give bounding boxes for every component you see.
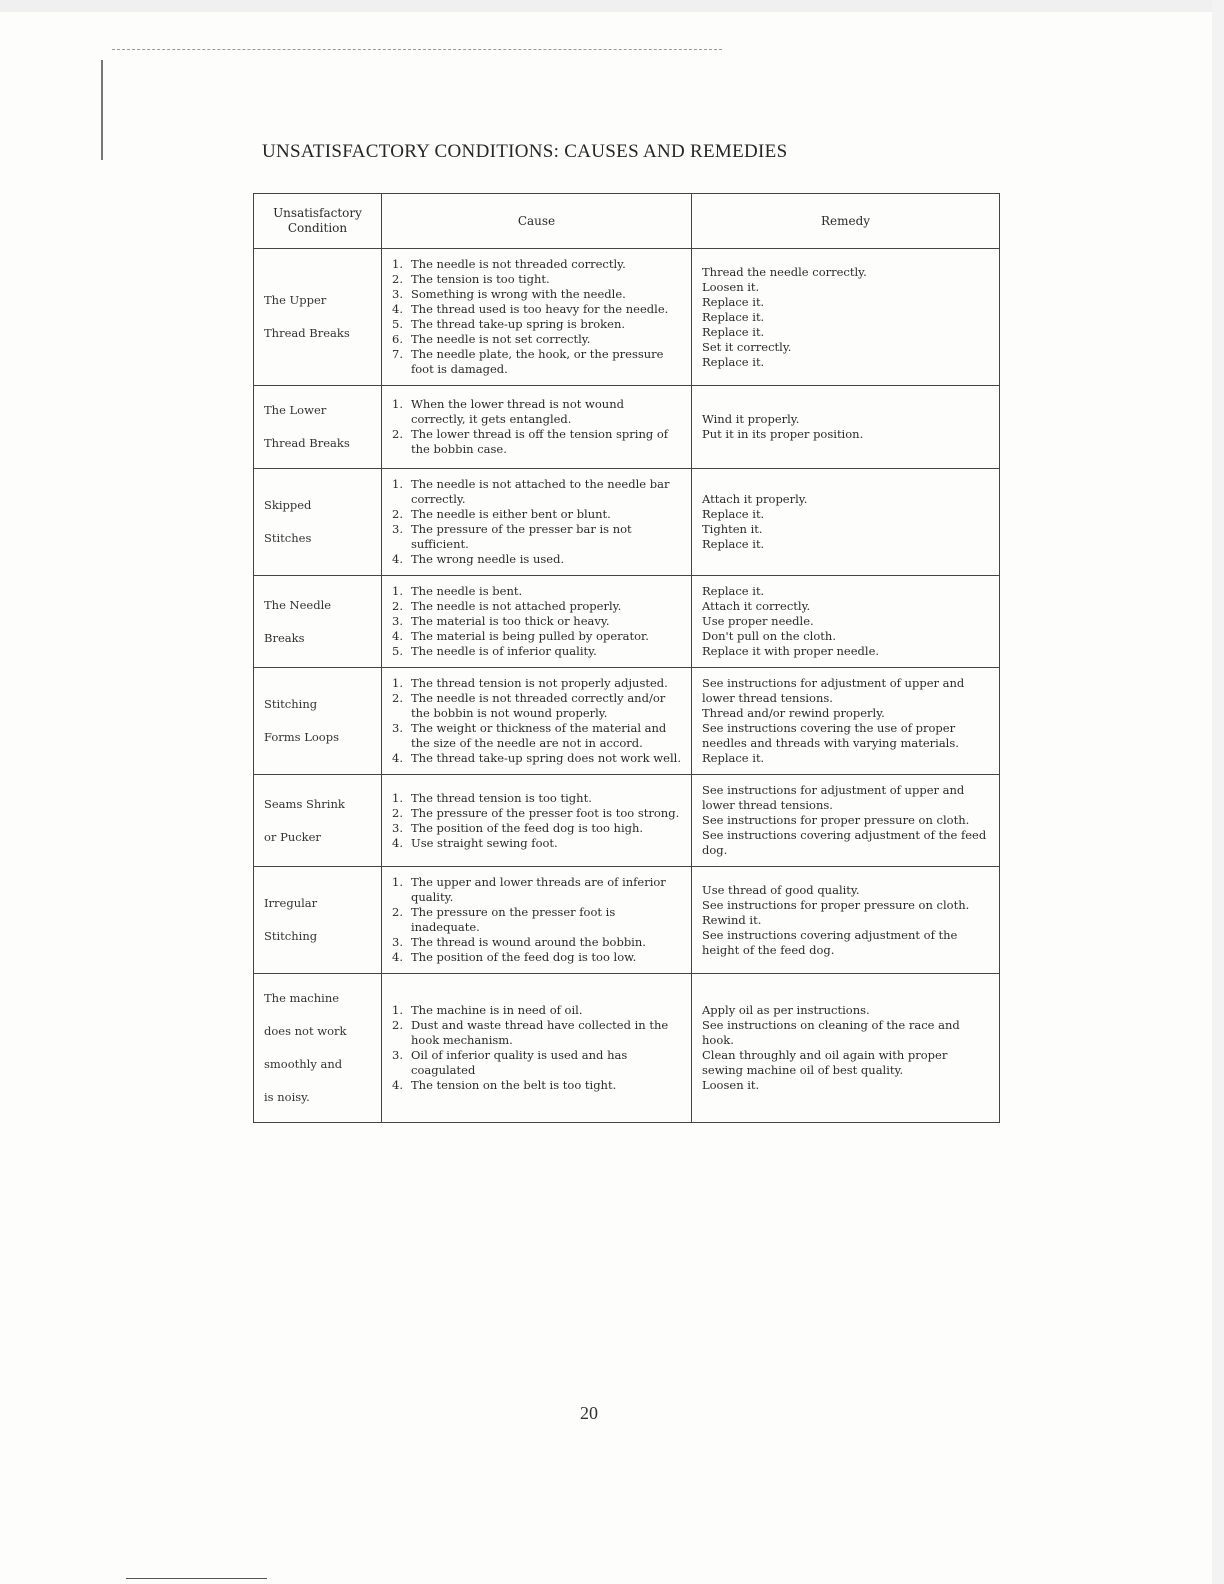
cause-cell: [382, 469, 692, 576]
condition-cell: [254, 668, 382, 775]
cause-text: The machine is in need of oil.: [411, 1003, 583, 1017]
remedy-item: Rewind it.: [702, 912, 762, 927]
cause-cell: [382, 668, 692, 775]
cause-text: The needle plate, the hook, or the pressure foot is damaged.: [411, 347, 664, 376]
cause-cell: [382, 775, 692, 867]
cause-text: When the lower thread is not wound correctly, it gets entangled.: [411, 397, 624, 426]
cause-text: The thread tension is not properly adjusted.: [411, 676, 668, 690]
condition-line: smoothly and: [264, 1057, 343, 1071]
remedy-cell: [692, 576, 1000, 668]
cause-text: The thread take-up spring is broken.: [411, 317, 626, 331]
cause-item: 1. When the lower thread is not wound correctly, it gets entangled.: [392, 397, 624, 426]
cause-text: The wrong needle is used.: [411, 552, 565, 566]
cause-text: The thread is wound around the bobbin.: [411, 935, 646, 949]
cause-text: The needle is bent.: [411, 584, 523, 598]
table-row: [254, 974, 1000, 1123]
remedy-item: Loosen it.: [702, 1078, 760, 1092]
condition-line: The Needle: [264, 597, 332, 612]
condition-cell: [254, 974, 382, 1123]
cause-text: The thread used is too heavy for the needle.: [411, 302, 669, 316]
condition-line: Stitching: [264, 697, 318, 711]
remedy-item: Don't pull on the cloth.: [702, 629, 836, 643]
condition-line: Breaks: [264, 630, 305, 645]
cause-text: The thread take-up spring does not work well.: [411, 751, 681, 765]
cause-list: [392, 477, 681, 567]
cause-text: The thread tension is too tight.: [411, 790, 592, 805]
cause-text: The needle is not set correctly.: [411, 332, 591, 346]
condition-line: Seams Shrink: [264, 796, 345, 811]
remedy-item: Replace it.: [702, 507, 765, 521]
condition-line: The Upper: [264, 293, 327, 307]
remedy-cell: [692, 386, 1000, 469]
remedy-item: See instructions on cleaning of the race and hook.: [702, 1018, 960, 1047]
condition-line: Forms Loops: [264, 730, 339, 744]
table-row: [254, 576, 1000, 668]
remedy-item: Put it in its proper position.: [702, 427, 864, 441]
condition-line: is noisy.: [264, 1090, 310, 1104]
table-row: [254, 386, 1000, 469]
cause-text: Dust and waste thread have collected in the hook mechanism.: [411, 1018, 669, 1047]
remedy-item: Apply oil as per instructions.: [702, 1003, 870, 1017]
remedy-item: Replace it.: [702, 324, 765, 339]
cause-item: 1. The thread tension is too tight.: [392, 790, 592, 805]
condition-cell: [254, 775, 382, 867]
cause-text: The needle is of inferior quality.: [411, 644, 597, 658]
condition-line: or Pucker: [264, 829, 321, 844]
page-number: 20: [580, 1403, 598, 1423]
remedy-item: Clean throughly and oil again with proper sewing machine oil of best quality.: [702, 1048, 948, 1077]
remedy-item: Replace it.: [702, 294, 765, 309]
remedy-item: Set it correctly.: [702, 339, 792, 354]
remedy-item: Replace it.: [702, 354, 765, 369]
cause-item: 4. The wrong needle is used.: [392, 552, 565, 566]
remedy-item: See instructions for adjustment of upper and lower thread tensions.: [702, 783, 965, 812]
remedy-item: Attach it correctly.: [702, 599, 811, 613]
remedy-item: Replace it.: [702, 537, 765, 551]
remedy-item: Replace it with proper needle.: [702, 644, 880, 658]
cause-list: [392, 397, 681, 457]
cause-cell: [382, 249, 692, 386]
cause-text: The needle is either bent or blunt.: [411, 507, 611, 521]
cause-item: 1. The upper and lower threads are of inferior quality.: [392, 875, 666, 904]
cause-text: The tension on the belt is too tight.: [411, 1078, 617, 1092]
cause-text: The pressure of the presser foot is too strong.: [411, 805, 680, 820]
condition-line: Stitches: [264, 531, 312, 545]
table-row: [254, 775, 1000, 867]
cause-text: The position of the feed dog is too low.: [411, 950, 637, 964]
cause-text: The pressure on the presser foot is inadequate.: [411, 905, 616, 934]
header-condition: Unsatisfactory Condition: [254, 194, 382, 249]
page-title: UNSATISFACTORY CONDITIONS: CAUSES AND REMEDIES: [262, 141, 788, 162]
cause-text: Something is wrong with the needle.: [411, 287, 626, 301]
cause-item: 4. The tension on the belt is too tight.: [392, 1078, 617, 1092]
cause-item: 5. The thread take-up spring is broken.: [392, 317, 626, 331]
remedy-item: Thread and/or rewind properly.: [702, 706, 885, 720]
cause-text: The tension is too tight.: [411, 272, 550, 286]
cause-item: 2. Dust and waste thread have collected in the hook mechanism.: [392, 1018, 669, 1047]
remedy-cell: [692, 469, 1000, 576]
remedy-item: Replace it.: [702, 751, 765, 765]
condition-line: Irregular: [264, 896, 318, 910]
cause-item: 6. The needle is not set correctly.: [392, 332, 591, 346]
header-remedy: Remedy: [692, 194, 1000, 249]
cause-list: [392, 257, 681, 377]
cause-list: [392, 875, 681, 965]
cause-item: 2. The needle is not attached properly.: [392, 599, 622, 613]
condition-line: Stitching: [264, 929, 318, 943]
cause-text: Use straight sewing foot.: [411, 835, 558, 850]
cause-item: 2. The tension is too tight.: [392, 272, 550, 286]
header-cause: Cause: [382, 194, 692, 249]
remedy-cell: [692, 775, 1000, 867]
cause-item: 3. The material is too thick or heavy.: [392, 614, 610, 628]
cause-item: 2. The pressure on the presser foot is inadequate.: [392, 905, 616, 934]
remedy-item: Tighten it.: [702, 522, 763, 536]
remedy-cell: [692, 668, 1000, 775]
cause-item: 1. The needle is not attached to the needle bar correctly.: [392, 477, 670, 506]
condition-line: Skipped: [264, 498, 312, 512]
cause-text: The position of the feed dog is too high.: [411, 820, 644, 835]
cause-text: The pressure of the presser bar is not sufficient.: [411, 522, 632, 551]
bottom-scan-rule: [126, 1578, 267, 1579]
remedy-cell: [692, 974, 1000, 1123]
cause-item: 7. The needle plate, the hook, or the pressure foot is damaged.: [392, 347, 664, 376]
remedy-item: Use proper needle.: [702, 614, 814, 628]
cause-item: 2. The pressure of the presser foot is too strong.: [392, 805, 680, 820]
remedy-item: Loosen it.: [702, 279, 760, 294]
cause-text: Oil of inferior quality is used and has coagulated: [411, 1048, 628, 1077]
remedy-item: Thread the needle correctly.: [702, 264, 867, 279]
cause-item: 1. The thread tension is not properly adjusted.: [392, 676, 668, 690]
condition-line: The Lower: [264, 403, 327, 417]
cause-list: [392, 676, 681, 766]
condition-line: The machine: [264, 991, 340, 1005]
cause-text: The weight or thickness of the material and the size of the needle are not in accord.: [411, 721, 667, 750]
remedy-item: See instructions covering adjustment of the height of the feed dog.: [702, 927, 958, 957]
remedy-cell: [692, 249, 1000, 386]
table-body: [254, 249, 1000, 1123]
cause-cell: [382, 386, 692, 469]
condition-cell: [254, 867, 382, 974]
scan-edge-right: [1212, 0, 1224, 1584]
cause-cell: [382, 974, 692, 1123]
table-header-row: [254, 194, 1000, 249]
cause-item: 4. The thread used is too heavy for the needle.: [392, 302, 669, 316]
cause-item: 3. The thread is wound around the bobbin.: [392, 935, 646, 949]
cause-cell: [382, 576, 692, 668]
cause-item: 2. The needle is either bent or blunt.: [392, 507, 611, 521]
top-scan-rule: [112, 49, 722, 50]
cause-item: 5. The needle is of inferior quality.: [392, 644, 597, 658]
remedy-item: See instructions for proper pressure on cloth.: [702, 897, 970, 912]
cause-text: The needle is not threaded correctly.: [411, 257, 626, 271]
cause-item: 3. Something is wrong with the needle.: [392, 287, 626, 301]
table-row: [254, 469, 1000, 576]
cause-text: The upper and lower threads are of inferior quality.: [411, 875, 666, 904]
remedy-item: Wind it properly.: [702, 412, 800, 426]
cause-item: 4. Use straight sewing foot.: [392, 835, 558, 850]
remedy-item: See instructions for adjustment of upper and lower thread tensions.: [702, 676, 965, 705]
condition-cell: [254, 576, 382, 668]
cause-text: The needle is not attached to the needle bar correctly.: [411, 477, 670, 506]
cause-list: [392, 791, 681, 851]
remedy-item: See instructions covering the use of proper needles and threads with varying materials.: [702, 721, 959, 750]
condition-cell: [254, 469, 382, 576]
condition-cell: [254, 386, 382, 469]
cause-text: The material is being pulled by operator.: [411, 629, 649, 643]
cause-item: 3. The position of the feed dog is too high.: [392, 820, 644, 835]
table-row: [254, 867, 1000, 974]
left-scan-rule: [101, 60, 103, 160]
condition-line: does not work: [264, 1024, 347, 1038]
remedy-cell: [692, 867, 1000, 974]
scan-edge-top: [0, 0, 1224, 12]
cause-item: 1. The needle is bent.: [392, 584, 523, 598]
cause-text: The needle is not attached properly.: [411, 599, 622, 613]
cause-list: [392, 584, 681, 659]
table-row: [254, 249, 1000, 386]
remedy-item: Use thread of good quality.: [702, 882, 860, 897]
condition-cell: [254, 249, 382, 386]
remedy-item: Attach it properly.: [702, 492, 808, 506]
cause-item: 3. Oil of inferior quality is used and has coagulated: [392, 1048, 628, 1077]
cause-item: 4. The material is being pulled by operator.: [392, 629, 649, 643]
remedy-item: Replace it.: [702, 584, 765, 598]
cause-item: 3. The pressure of the presser bar is not sufficient.: [392, 522, 632, 551]
table-row: [254, 668, 1000, 775]
cause-cell: [382, 867, 692, 974]
cause-text: The material is too thick or heavy.: [411, 614, 610, 628]
cause-item: 1. The needle is not threaded correctly.: [392, 257, 626, 271]
cause-text: The lower thread is off the tension spring of the bobbin case.: [411, 427, 669, 456]
condition-line: Thread Breaks: [264, 326, 350, 340]
remedy-item: Replace it.: [702, 309, 765, 324]
cause-item: 1. The machine is in need of oil.: [392, 1003, 583, 1017]
cause-item: 2. The lower thread is off the tension spring of the bobbin case.: [392, 427, 669, 456]
cause-item: 3. The weight or thickness of the material and the size of the needle are not in accord.: [392, 721, 667, 750]
cause-item: 4. The thread take-up spring does not work well.: [392, 751, 681, 765]
cause-list: [392, 1003, 681, 1093]
remedy-item: See instructions covering adjustment of the feed dog.: [702, 828, 987, 857]
troubleshooting-table: [253, 193, 1000, 1123]
cause-item: 2. The needle is not threaded correctly and/or the bobbin is not wound properly.: [392, 691, 666, 720]
cause-item: 4. The position of the feed dog is too low.: [392, 950, 637, 964]
condition-line: Thread Breaks: [264, 436, 350, 450]
cause-text: The needle is not threaded correctly and/or the bobbin is not wound properly.: [411, 691, 666, 720]
remedy-item: See instructions for proper pressure on cloth.: [702, 813, 970, 827]
